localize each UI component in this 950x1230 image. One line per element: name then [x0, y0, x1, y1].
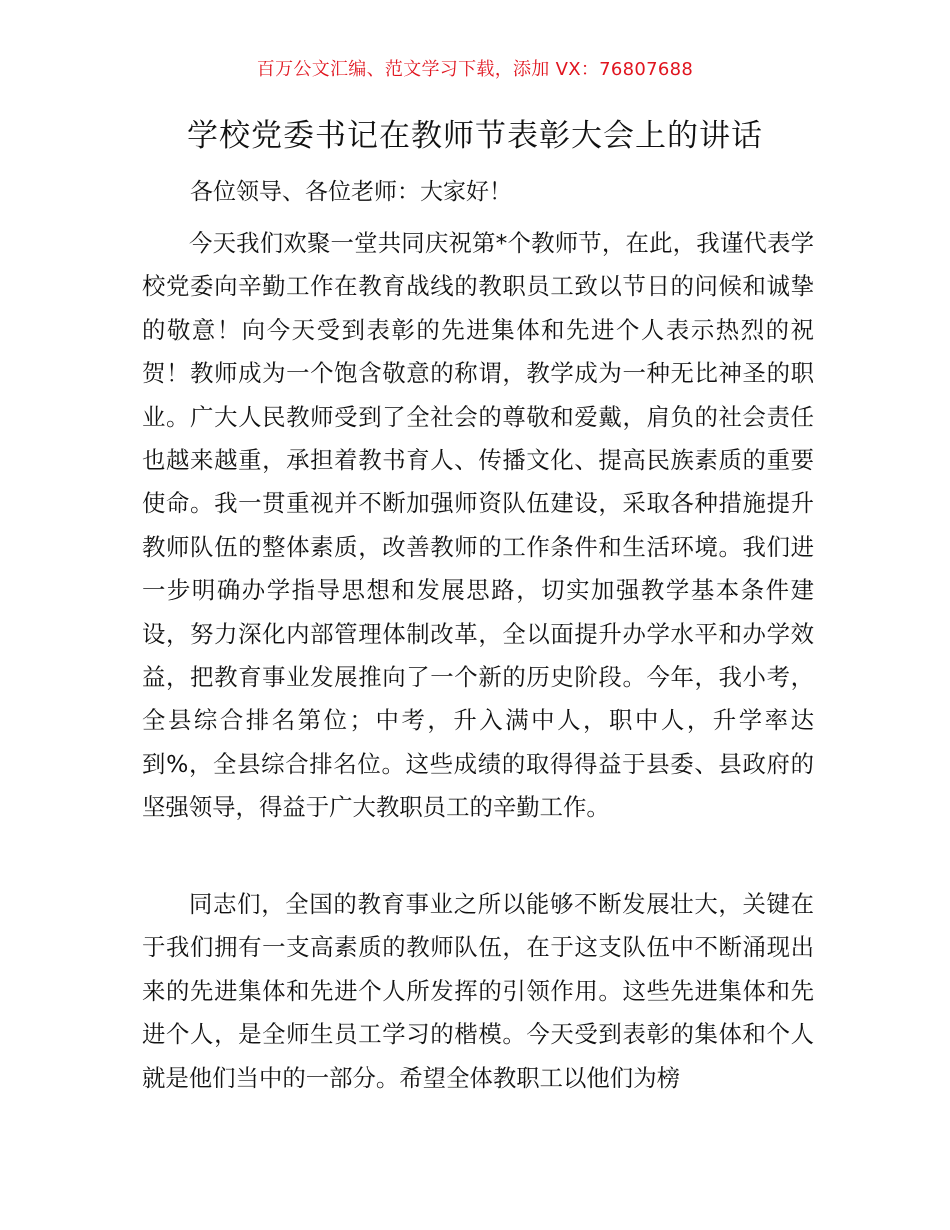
body-paragraph-2: 同志们，全国的教育事业之所以能够不断发展壮大，关键在于我们拥有一支高素质的教师队伍，在于这支队伍中不断涌现出来的先进集体和先进个人所发挥的引领作用。这些先进集体和先进个人，是全师生员工学习的楷模。今天受到表彰的集体和个人就是他们当中的一部分。希望全体教职工以他们为榜: [142, 890, 814, 1092]
document-title: 学校党委书记在教师节表彰大会上的讲话: [187, 118, 763, 154]
header-watermark: 百万公文汇编、范文学习下载，添加 VX：76807688: [256, 59, 694, 80]
salutation: 各位领导、各位老师：大家好！: [190, 179, 512, 205]
body-paragraph-1: 今天我们欢聚一堂共同庆祝第*个教师节，在此，我谨代表学校党委向辛勤工作在教育战线的教职员工致以节日的问候和诚挚的敬意！向今天受到表彰的先进集体和先进个人表示热烈的祝贺！教师成为一个饱含敬意的称谓，教学成为一种无比神圣的职业。广大人民教师受到了全社会的尊敬和爱戴，肩负的社会责任也越来越重，承担着教书育人、传播文化、提高民族素质的重要使命。我一贯重视并不断加强师资队伍建设，采取各种措施提升教师队伍的整体素质，改善教师的工作条件和生活环境。我们进一步明确办学指导思想和发展思路，切实加强教学基本条件建设，努力深化内部管理体制改革，全以面提升办学水平和办学效益，把教育事业发展推向了一个新的历史阶段。今年，我小考，全县综合排名第位；中考，升入满中人，职中人，升学率达到%，全县综合排名位。这些成绩的取得得益于县委、县政府的坚强领导，得益于广大教职员工的辛勤工作。: [142, 229, 814, 822]
